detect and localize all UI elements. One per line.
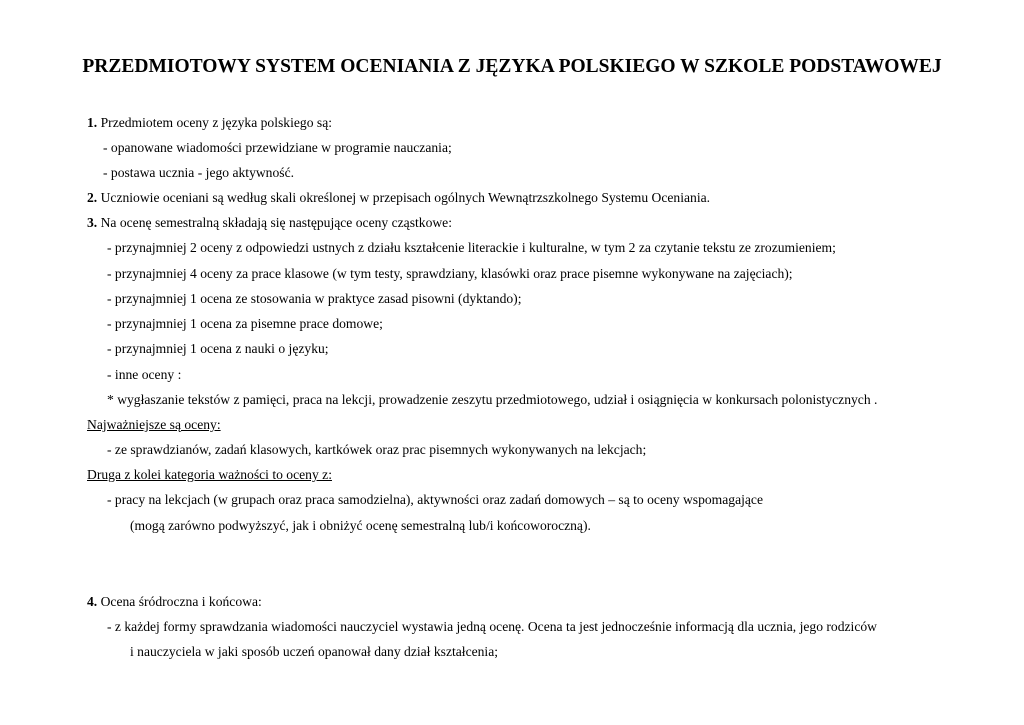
most-important-heading: Najważniejsze są oceny: xyxy=(87,417,221,432)
section-3-heading xyxy=(87,214,452,232)
section-3-item: - przynajmniej 4 oceny za prace klasowe (w tym testy, sprawdziany, klasówki oraz prace pisemne wykonywane na zajęciach); xyxy=(107,266,793,281)
second-category-item: - pracy na lekcjach (w grupach oraz praca samodzielna), aktywności oraz zadań domowych – są to oceny wspomagające xyxy=(107,492,763,507)
section-4-item-continuation: i nauczyciela w jaki sposób uczeń opanował dany dział kształcenia; xyxy=(130,644,499,659)
section-1-text: Przedmiotem oceny z języka polskiego są: xyxy=(97,115,333,130)
section-3-number: 3. xyxy=(87,215,98,230)
second-category-item-continuation: (mogą zarówno podwyższyć, jak i obniżyć ocenę semestralną lub/i końcoworoczną). xyxy=(130,518,591,533)
section-3-text: Na ocenę semestralną składają się następujące oceny cząstkowe: xyxy=(97,215,452,230)
section-1-heading xyxy=(87,114,332,132)
page-title: PRZEDMIOTOWY SYSTEM OCENIANIA Z JĘZYKA POLSKIEGO W SZKOLE PODSTAWOWEJ xyxy=(82,56,942,77)
section-2-text: Uczniowie oceniani są według skali określonej w przepisach ogólnych Wewnątrzszkolnego Systemu Oceniania. xyxy=(97,190,711,205)
most-important-item: - ze sprawdzianów, zadań klasowych, kartkówek oraz prac pisemnych wykonywanych na lekcjach; xyxy=(107,442,647,457)
section-3-item: - inne oceny : xyxy=(107,367,182,382)
section-3-item: - przynajmniej 1 ocena z nauki o języku; xyxy=(107,341,329,356)
section-2-heading xyxy=(87,189,710,207)
section-1-item: - postawa ucznia - jego aktywność. xyxy=(103,165,295,180)
section-3-item: - przynajmniej 2 oceny z odpowiedzi ustnych z działu kształcenie literackie i kulturalne, w tym 2 za czytanie tekstu ze zrozumieniem; xyxy=(107,240,836,255)
section-4-heading xyxy=(87,593,262,611)
section-4-text: Ocena śródroczna i końcowa: xyxy=(97,594,262,609)
second-category-heading: Druga z kolei kategoria ważności to oceny z: xyxy=(87,467,332,482)
section-1-number: 1. xyxy=(87,115,98,130)
section-2-number: 2. xyxy=(87,190,98,205)
section-3-item: - przynajmniej 1 ocena za pisemne prace domowe; xyxy=(107,316,383,331)
section-3-item: * wygłaszanie tekstów z pamięci, praca na lekcji, prowadzenie zeszytu przedmiotowego, udział i osiągnięcia w konkursach polonistycznych . xyxy=(107,392,878,407)
section-4-item: - z każdej formy sprawdzania wiadomości nauczyciel wystawia jedną ocenę. Ocena ta jest jednocześnie informacją dla ucznia, jego rodziców xyxy=(107,619,877,634)
section-4-number: 4. xyxy=(87,594,98,609)
section-3-item: - przynajmniej 1 ocena ze stosowania w praktyce zasad pisowni (dyktando); xyxy=(107,291,522,306)
section-1-item: - opanowane wiadomości przewidziane w programie nauczania; xyxy=(103,140,452,155)
